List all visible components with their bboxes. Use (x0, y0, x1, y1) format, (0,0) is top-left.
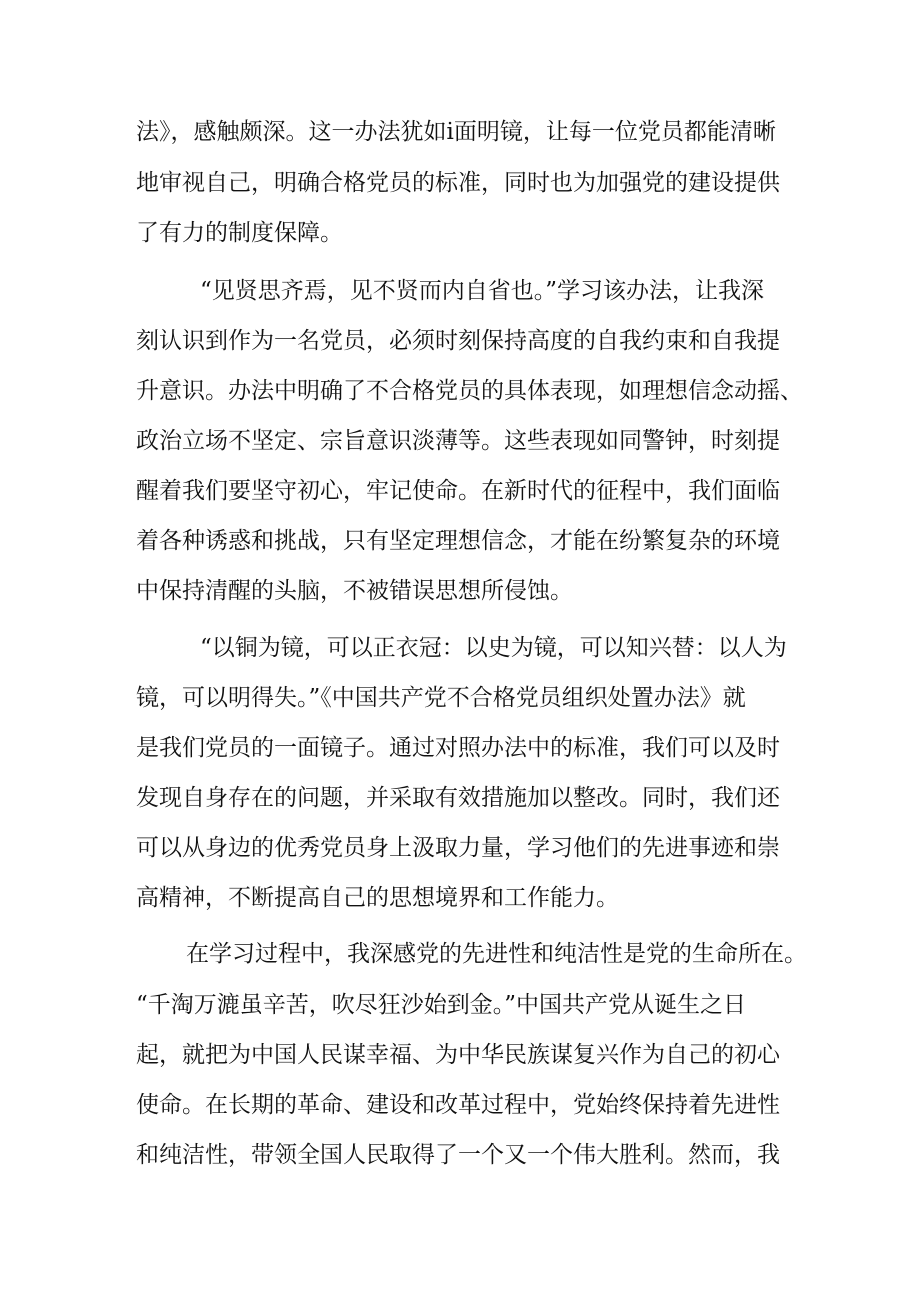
paragraph-line: 刻认识到作为一名党员，必须时刻保持高度的自我约束和自我提 (136, 328, 780, 354)
paragraph-line: 是我们党员的一面镜子。通过对照办法中的标准，我们可以及时 (136, 735, 780, 761)
paragraph-first-line: “以铜为镜，可以正衣冠：以史为镜，可以知兴替：以人为 (200, 635, 787, 661)
paragraph-line: 使命。在长期的革命、建设和改革过程中，党始终保持着先进性 (136, 1092, 780, 1118)
paragraph-first-line: “见贤思齐焉，见不贤而内自省也。”学习该办法，让我深 (200, 278, 765, 304)
paragraph-line: 中保持清醒的头脑，不被错误思想所侵蚀。 (136, 578, 573, 604)
paragraph-first-line: 在学习过程中，我深感党的先进性和纯洁性是党的生命所在。 (186, 941, 807, 967)
paragraph-line: 政治立场不坚定、宗旨意识淡薄等。这些表现如同警钟，时刻提 (136, 428, 780, 454)
paragraph-line: 了有力的制度保障。 (136, 220, 343, 246)
paragraph-line: 起，就把为中国人民谋幸福、为中华民族谋复兴作为自己的初心 (136, 1042, 780, 1068)
paragraph-line: 升意识。办法中明确了不合格党员的具体表现，如理想信念动摇、 (136, 378, 803, 404)
paragraph-line: 着各种诱惑和挑战，只有坚定理想信念，才能在纷繁复杂的环境 (136, 528, 780, 554)
paragraph-line: 高精神，不断提高自己的思想境界和工作能力。 (136, 885, 619, 911)
paragraph-line: 可以从身边的优秀党员身上汲取力量，学习他们的先进事迹和崇 (136, 835, 780, 861)
paragraph-line: 发现自身存在的问题，并采取有效措施加以整改。同时，我们还 (136, 785, 780, 811)
paragraph-line: 法》，感触颇深。这一办法犹如i面明镜，让每一位党员都能清晰 (136, 119, 776, 145)
paragraph-line: 镜，可以明得失。”《中国共产党不合格党员组织处置办法》就 (136, 685, 746, 711)
paragraph-line: 地审视自己，明确合格党员的标准，同时也为加强党的建设提供 (136, 170, 780, 196)
paragraph-line: “千淘万漉虽辛苦，吹尽狂沙始到金。”中国共产党从诞生之日 (136, 992, 747, 1018)
paragraph-line: 醒着我们要坚守初心，牢记使命。在新时代的征程中，我们面临 (136, 478, 780, 504)
paragraph-line: 和纯洁性，带领全国人民取得了一个又一个伟大胜利。然而，我 (136, 1142, 780, 1168)
